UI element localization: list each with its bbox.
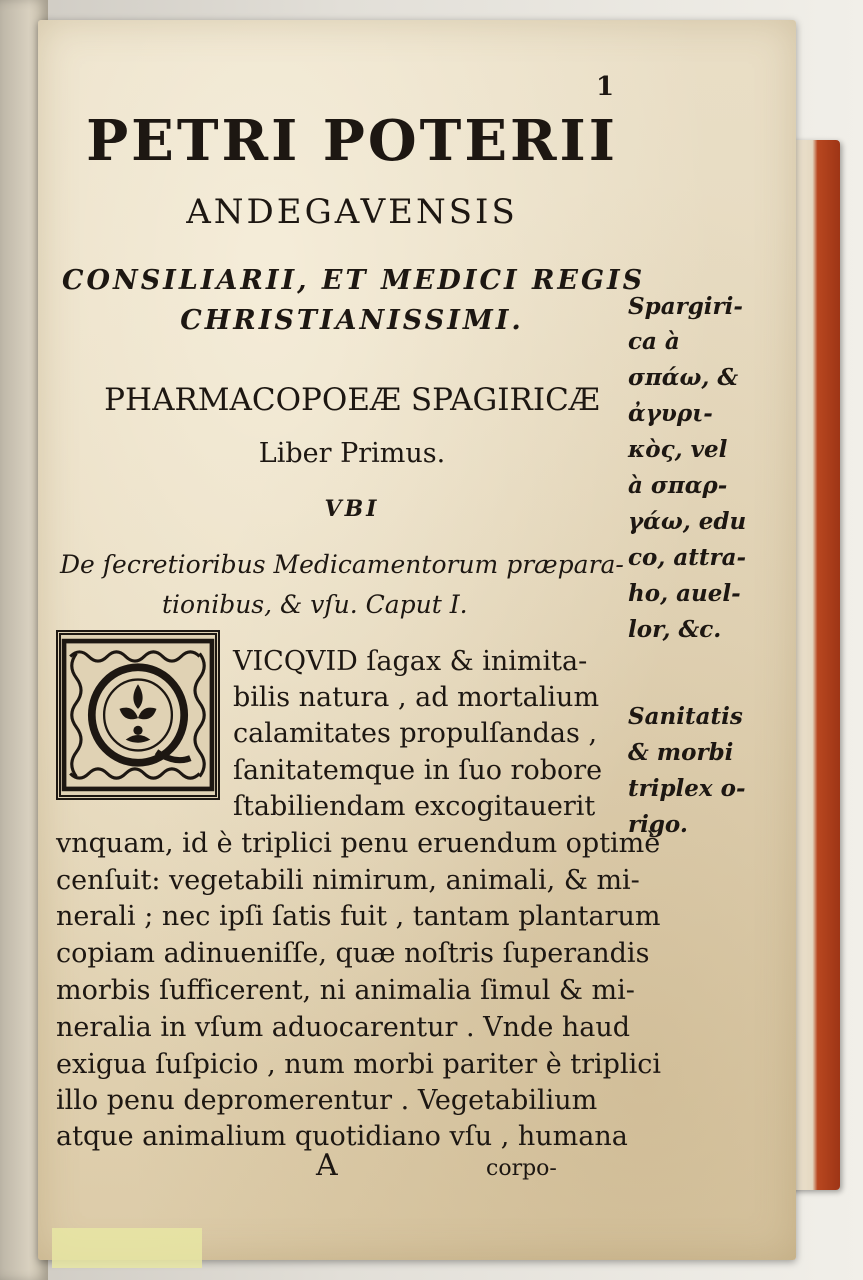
signature-mark: A xyxy=(316,1148,338,1183)
ornamental-initial-icon xyxy=(56,630,220,800)
body-line-10: morbis ſufficerent, ni animalia ſimul & mi- xyxy=(56,975,635,1006)
body-line-12: exigua ſuſpicio , num morbi pariter è triplici xyxy=(56,1049,661,1080)
chapter-heading-line-1: De ſecretioribus Medicamentorum præpara- xyxy=(60,550,624,579)
margin-note-line-13: triplex o- xyxy=(628,775,746,802)
work-title: PHARMACOPOEÆ SPAGIRICÆ xyxy=(104,382,600,418)
body-line-4: ſanitatemque in ſuo robore xyxy=(233,755,603,786)
body-line-9: copiam adinueniſſe, quæ noſtris ſuperandis xyxy=(56,938,650,969)
body-line-13: illo penu depromerentur . Vegetabilium xyxy=(56,1085,598,1116)
margin-note-line-4: ἀγυρι- xyxy=(628,400,713,427)
book-spine xyxy=(790,140,840,1190)
body-line-6: vnquam, id è triplici penu eruendum optimè xyxy=(56,828,661,859)
body-line-5: ſtabiliendam excogitauerit xyxy=(233,791,596,822)
margin-note-line-14: rigo. xyxy=(628,811,688,838)
body-line-8: nerali ; nec ipſi ſatis fuit , tantam plantarum xyxy=(56,901,661,932)
title-office-cont: CHRISTIANISSIMI. xyxy=(180,305,524,336)
body-line-11: neralia in vſum aduocarentur . Vnde haud xyxy=(56,1012,631,1043)
margin-note-line-5: κὸς, vel xyxy=(628,436,728,463)
margin-note-line-9: ho, auel- xyxy=(628,580,741,607)
margin-note-line-1: Spargiri- xyxy=(628,293,743,320)
title-origin: ANDEGAVENSIS xyxy=(186,192,518,232)
chapter-heading-line-2: tionibus, & vſu. Caput I. xyxy=(162,590,468,619)
book-label: Liber Primus. xyxy=(258,438,446,469)
margin-note-line-7: γάω, edu xyxy=(628,508,747,535)
margin-note-line-8: co, attra- xyxy=(628,544,747,571)
body-line-7: cenſuit: vegetabili nimirum, animali, & mi- xyxy=(56,865,640,896)
margin-note-line-11: Sanitatis xyxy=(628,703,743,730)
title-office: CONSILIARII, ET MEDICI REGIS xyxy=(62,265,646,296)
page-number: 1 xyxy=(596,72,615,102)
body-line-1: VICQVID ſagax & inimita- xyxy=(233,646,588,677)
ubi-label: VBI xyxy=(324,496,380,522)
margin-note-line-12: & morbi xyxy=(628,739,734,766)
title-author: PETRI POTERII xyxy=(86,108,618,174)
margin-note-line-10: lor, &c. xyxy=(628,616,722,643)
body-line-14: atque animalium quotidiano vſu , humana xyxy=(56,1121,628,1152)
catchword: corpo- xyxy=(486,1156,557,1181)
margin-note-line-3: σπάω, & xyxy=(628,364,739,391)
bookmark-tab xyxy=(52,1228,202,1268)
body-line-2: bilis natura , ad mortalium xyxy=(233,682,600,713)
margin-note-line-2: ca à xyxy=(628,328,680,355)
book-page xyxy=(38,20,796,1260)
margin-note-line-6: à σπαρ- xyxy=(628,472,728,499)
body-line-3: calamitates propulſandas , xyxy=(233,718,598,749)
